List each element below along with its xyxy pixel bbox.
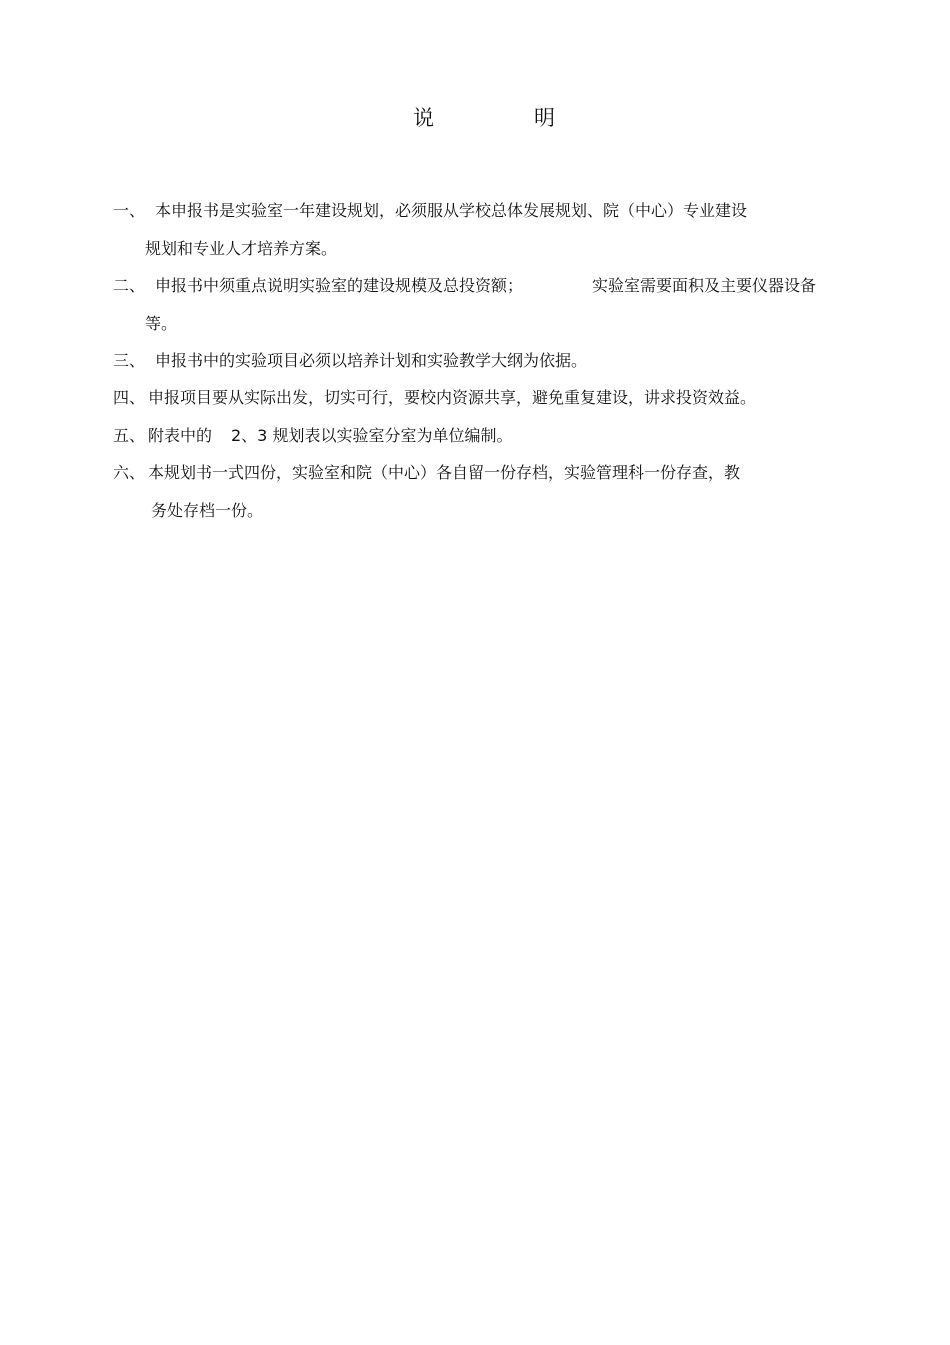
item-4-text-line-1: 申报项目要从实际出发，切实可行，要校内资源共享，避免重复建设，讲求投资效益。: [148, 388, 757, 407]
item-1-text-line-2: 规划和专业人才培养方案。: [145, 239, 338, 258]
page-title: [0, 102, 950, 134]
item-1-marker: 一、: [113, 201, 146, 220]
item-2-text-line-1a: 申报书中须重点说明实验室的建设规模及总投资额；: [155, 276, 524, 295]
item-2-text-line-2: 等。: [145, 314, 178, 333]
item-6-marker: 六、: [113, 463, 146, 482]
item-2-marker: 二、: [113, 276, 146, 295]
title-char-1: 说: [413, 106, 434, 130]
item-5-marker: 五、: [113, 426, 146, 445]
item-6-text-line-2: 务处存档一份。: [151, 501, 264, 520]
item-1-text-line-1: 本申报书是实验室一年建设规划，必须服从学校总体发展规划、院（中心）专业建设: [155, 201, 748, 220]
item-6-text-line-1: 本规划书一式四份，实验室和院（中心）各自留一份存档，实验管理科一份存查，教: [148, 463, 741, 482]
item-3-marker: 三、: [113, 351, 146, 370]
item-2-text-line-1b: 实验室需要面积及主要仪器设备: [592, 276, 817, 295]
item-4-marker: 四、: [113, 388, 146, 407]
title-char-2: 明: [534, 106, 555, 130]
item-5-text-line-1b: 2、3 规划表以实验室分室为单位编制。: [231, 426, 513, 445]
item-5-text-line-1a: 附表中的: [148, 426, 213, 445]
item-3-text-line-1: 申报书中的实验项目必须以培养计划和实验教学大纲为依据。: [155, 351, 588, 370]
